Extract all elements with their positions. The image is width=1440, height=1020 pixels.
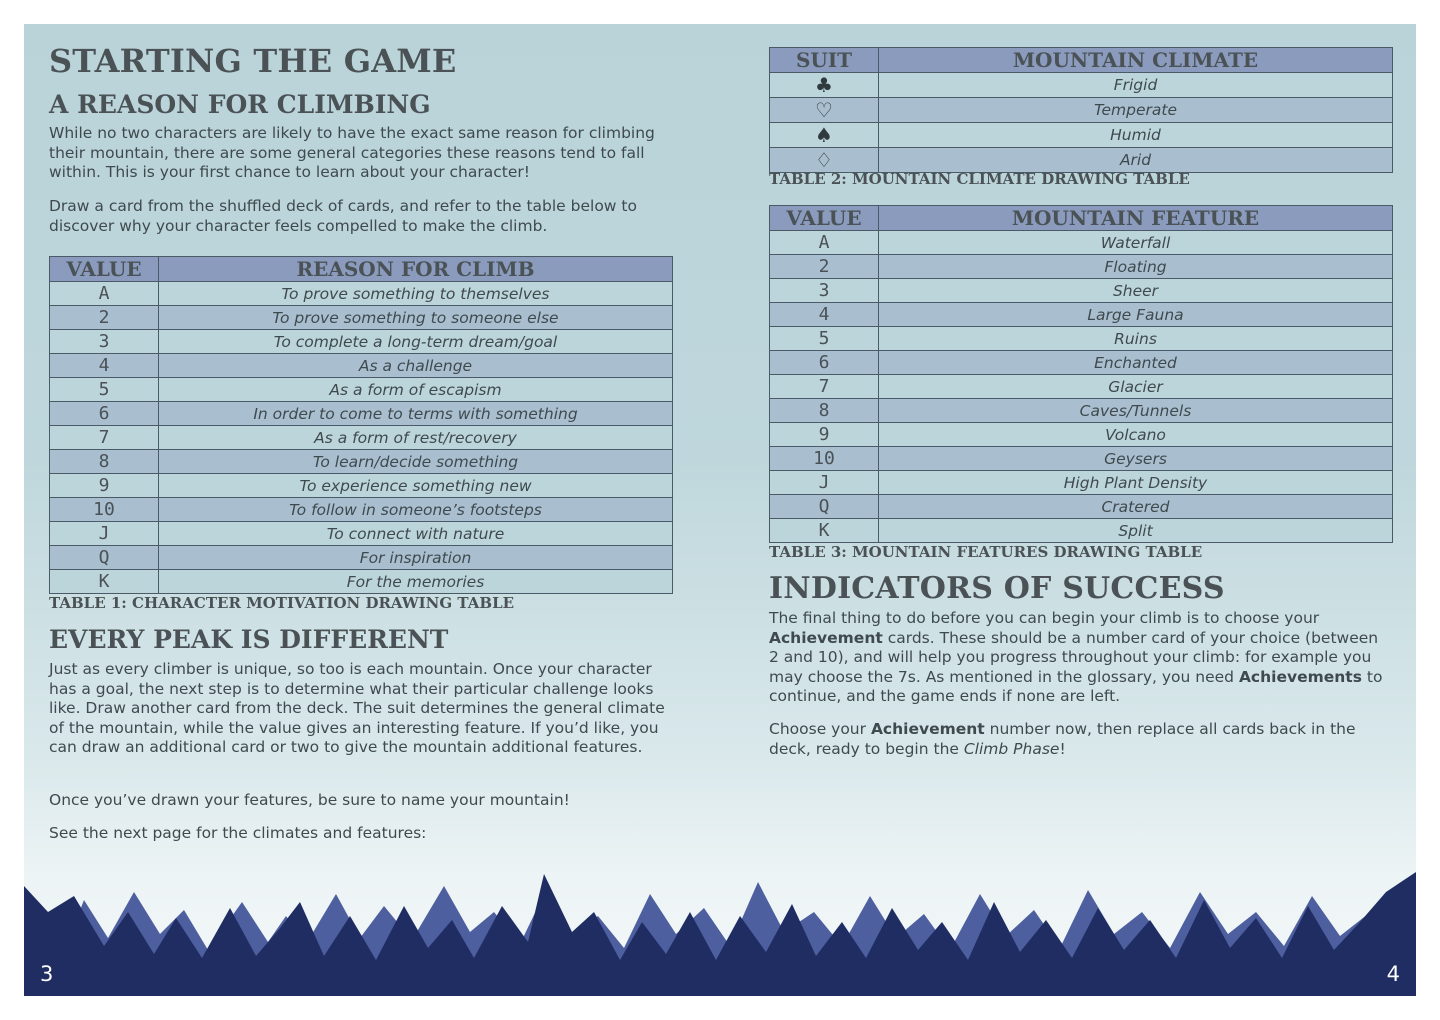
table-row bbox=[770, 495, 1393, 519]
table-row bbox=[50, 498, 673, 522]
mountain-climate-table bbox=[769, 47, 1393, 173]
row-text-cell: To connect with nature bbox=[159, 522, 673, 546]
row-text-cell: Caves/Tunnels bbox=[879, 399, 1393, 423]
row-text-cell: Large Fauna bbox=[879, 303, 1393, 327]
row-suit-cell bbox=[770, 73, 879, 98]
row-text-cell: Geysers bbox=[879, 447, 1393, 471]
row-text-cell: To experience something new bbox=[159, 474, 673, 498]
table-header-climate: MOUNTAIN CLIMATE bbox=[879, 48, 1393, 73]
spade-icon: ♠ bbox=[815, 123, 833, 147]
table-header-feature: MOUNTAIN FEATURE bbox=[879, 206, 1393, 231]
table-row bbox=[50, 546, 673, 570]
section-heading-success: INDICATORS OF SUCCESS bbox=[769, 571, 1225, 606]
row-suit-cell bbox=[770, 148, 879, 173]
row-value-cell: 10 bbox=[770, 447, 879, 471]
table-row bbox=[770, 73, 1393, 98]
row-text-cell: Humid bbox=[879, 123, 1393, 148]
row-value-cell: K bbox=[50, 570, 159, 594]
table3-caption: TABLE 3: MOUNTAIN FEATURES DRAWING TABLE bbox=[769, 543, 1203, 561]
section-heading-peak: EVERY PEAK IS DIFFERENT bbox=[49, 625, 449, 654]
row-text-cell: As a challenge bbox=[159, 354, 673, 378]
diamond-icon: ♢ bbox=[815, 148, 833, 172]
character-motivation-table bbox=[49, 256, 673, 594]
row-text-cell: Sheer bbox=[879, 279, 1393, 303]
row-text-cell: To prove something to someone else bbox=[159, 306, 673, 330]
table-row bbox=[770, 447, 1393, 471]
table-row bbox=[50, 450, 673, 474]
row-text-cell: High Plant Density bbox=[879, 471, 1393, 495]
table-row bbox=[770, 519, 1393, 543]
row-value-cell: 7 bbox=[50, 426, 159, 450]
table-row bbox=[50, 378, 673, 402]
page-title: STARTING THE GAME bbox=[49, 42, 457, 80]
table-header-value: VALUE bbox=[770, 206, 879, 231]
row-value-cell: 10 bbox=[50, 498, 159, 522]
row-value-cell: 9 bbox=[770, 423, 879, 447]
row-value-cell: A bbox=[50, 282, 159, 306]
row-text-cell: As a form of escapism bbox=[159, 378, 673, 402]
row-text-cell: To complete a long-term dream/goal bbox=[159, 330, 673, 354]
row-value-cell: A bbox=[770, 231, 879, 255]
choose-achievement-paragraph: Choose your Achievement number now, then replace all cards back in the deck, ready to begin the Climb Phase! bbox=[769, 720, 1356, 758]
row-value-cell: 4 bbox=[770, 303, 879, 327]
table2-caption: TABLE 2: MOUNTAIN CLIMATE DRAWING TABLE bbox=[769, 170, 1190, 188]
row-value-cell: 4 bbox=[50, 354, 159, 378]
table-row bbox=[50, 330, 673, 354]
table-row bbox=[770, 255, 1393, 279]
mountain-feature-table bbox=[769, 205, 1393, 543]
table-row bbox=[50, 306, 673, 330]
table-row bbox=[770, 231, 1393, 255]
table-row bbox=[50, 426, 673, 450]
table-row bbox=[50, 522, 673, 546]
row-value-cell: 3 bbox=[50, 330, 159, 354]
row-text-cell: Volcano bbox=[879, 423, 1393, 447]
page-number-left: 3 bbox=[40, 962, 54, 986]
table-header-suit: SUIT bbox=[770, 48, 879, 73]
table-row bbox=[770, 123, 1393, 148]
table-row bbox=[770, 471, 1393, 495]
reason-intro-paragraph: While no two characters are likely to have the exact same reason for climbing their mountain, there are some general categories these reasons tend to fall within. This is your first chance to learn about your character! bbox=[49, 124, 655, 181]
row-value-cell: 5 bbox=[50, 378, 159, 402]
row-value-cell: 2 bbox=[50, 306, 159, 330]
row-text-cell: Frigid bbox=[879, 73, 1393, 98]
table-row bbox=[770, 279, 1393, 303]
row-text-cell: Glacier bbox=[879, 375, 1393, 399]
row-value-cell: 3 bbox=[770, 279, 879, 303]
row-value-cell: 5 bbox=[770, 327, 879, 351]
row-text-cell: To prove something to themselves bbox=[159, 282, 673, 306]
book-spread bbox=[24, 24, 1416, 996]
row-value-cell: Q bbox=[50, 546, 159, 570]
table-row bbox=[770, 98, 1393, 123]
table-row bbox=[770, 375, 1393, 399]
row-value-cell: 8 bbox=[50, 450, 159, 474]
row-text-cell: Cratered bbox=[879, 495, 1393, 519]
heart-icon: ♡ bbox=[815, 98, 833, 122]
row-text-cell: Enchanted bbox=[879, 351, 1393, 375]
table-row bbox=[770, 423, 1393, 447]
row-suit-cell bbox=[770, 98, 879, 123]
row-text-cell: Floating bbox=[879, 255, 1393, 279]
table-row bbox=[50, 570, 673, 594]
row-value-cell: 9 bbox=[50, 474, 159, 498]
table-header-value: VALUE bbox=[50, 257, 159, 282]
success-paragraph: The final thing to do before you can begin your climb is to choose your Achievement cards. These should be a number card of your choice (between 2 and 10), and will help you progress throughout your climb: for example you may choose the 7s. As mentioned in the glossary, you need Achievements to continue, and the game ends if none are left. bbox=[769, 609, 1383, 705]
row-value-cell: K bbox=[770, 519, 879, 543]
table1-caption: TABLE 1: CHARACTER MOTIVATION DRAWING TABLE bbox=[49, 594, 515, 612]
table-row bbox=[770, 303, 1393, 327]
row-text-cell: Arid bbox=[879, 148, 1393, 173]
peak-paragraph: Just as every climber is unique, so too is each mountain. Once your character has a goal, the next step is to determine what their particular challenge looks like. Draw another card from the deck. The suit determines the general climate of the mountain, while the value gives an interesting feature. If you’d like, you can draw an additional card or two to give the mountain additional features. bbox=[49, 660, 665, 756]
row-text-cell: Waterfall bbox=[879, 231, 1393, 255]
row-value-cell: J bbox=[770, 471, 879, 495]
row-text-cell: Temperate bbox=[879, 98, 1393, 123]
table-row bbox=[770, 327, 1393, 351]
table-row bbox=[50, 354, 673, 378]
table-row bbox=[50, 402, 673, 426]
table-row bbox=[50, 474, 673, 498]
reason-instructions-paragraph: Draw a card from the shuffled deck of cards, and refer to the table below to discover why your character feels compelled to make the climb. bbox=[49, 197, 637, 235]
row-value-cell: 6 bbox=[50, 402, 159, 426]
mountain-silhouette bbox=[24, 872, 1416, 996]
row-value-cell: 2 bbox=[770, 255, 879, 279]
row-text-cell: To learn/decide something bbox=[159, 450, 673, 474]
row-text-cell: As a form of rest/recovery bbox=[159, 426, 673, 450]
row-text-cell: Split bbox=[879, 519, 1393, 543]
next-page-paragraph: See the next page for the climates and features: bbox=[49, 824, 427, 842]
row-text-cell: For inspiration bbox=[159, 546, 673, 570]
row-text-cell: In order to come to terms with something bbox=[159, 402, 673, 426]
table-row bbox=[770, 351, 1393, 375]
page-number-right: 4 bbox=[1386, 962, 1400, 986]
row-value-cell: 6 bbox=[770, 351, 879, 375]
row-text-cell: To follow in someone’s footsteps bbox=[159, 498, 673, 522]
row-value-cell: 8 bbox=[770, 399, 879, 423]
row-text-cell: Ruins bbox=[879, 327, 1393, 351]
row-value-cell: J bbox=[50, 522, 159, 546]
row-text-cell: For the memories bbox=[159, 570, 673, 594]
row-value-cell: 7 bbox=[770, 375, 879, 399]
row-value-cell: Q bbox=[770, 495, 879, 519]
row-suit-cell bbox=[770, 123, 879, 148]
table-row bbox=[770, 148, 1393, 173]
table-row bbox=[770, 399, 1393, 423]
table-header-reason: REASON FOR CLIMB bbox=[159, 257, 673, 282]
section-heading-reason: A REASON FOR CLIMBING bbox=[49, 90, 431, 119]
club-icon: ♣ bbox=[815, 73, 833, 97]
table-row bbox=[50, 282, 673, 306]
name-mountain-paragraph: Once you’ve drawn your features, be sure to name your mountain! bbox=[49, 791, 570, 809]
